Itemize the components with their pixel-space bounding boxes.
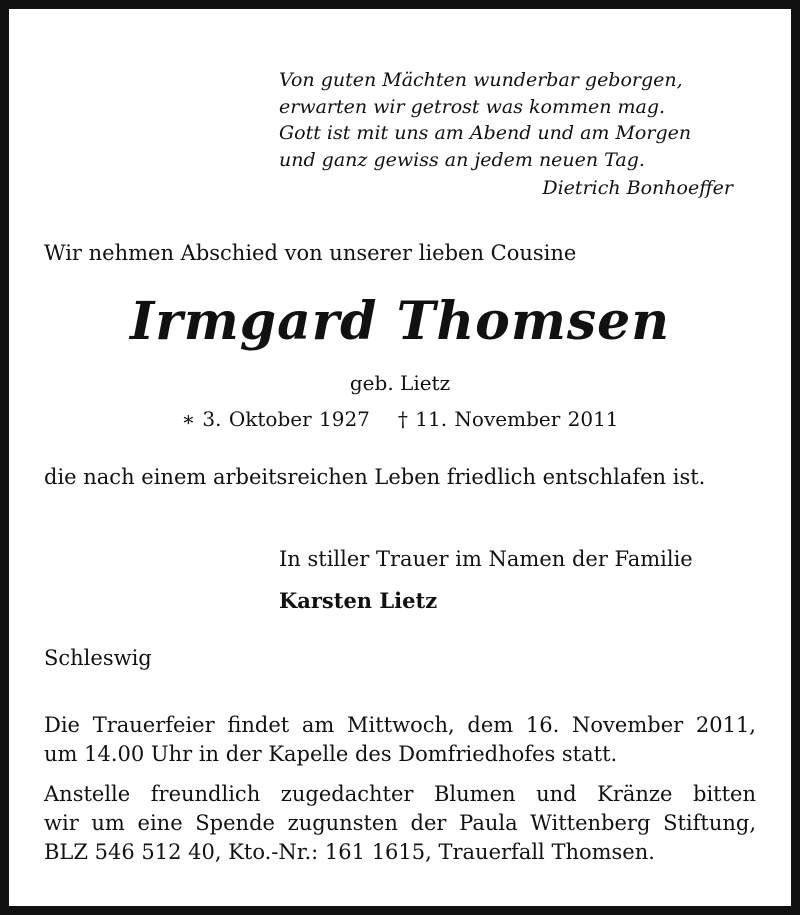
death-statement: die nach einem arbeitsreichen Leben friedlich entschlafen ist. bbox=[44, 465, 706, 489]
funeral-info bbox=[44, 711, 756, 769]
signer-name: Karsten Lietz bbox=[279, 588, 438, 613]
place-name: Schleswig bbox=[44, 646, 152, 670]
death-date: † 11. November 2011 bbox=[397, 407, 619, 431]
poem bbox=[279, 67, 691, 173]
intro-text: Wir nehmen Abschied von unserer lieben Cousine bbox=[44, 241, 577, 265]
funeral-line: um 14.00 Uhr in der Kapelle des Domfriedhofes statt. bbox=[44, 742, 618, 766]
poem-line: Gott ist mit uns am Abend und am Morgen bbox=[279, 122, 692, 144]
poem-line: Von guten Mächten wunderbar geborgen, bbox=[279, 69, 683, 91]
birth-date: ∗ 3. Oktober 1927 bbox=[181, 407, 370, 431]
donation-info bbox=[44, 780, 756, 867]
maiden-name: geb. Lietz bbox=[349, 371, 451, 395]
life-dates bbox=[9, 407, 791, 431]
funeral-line: Die Trauerfeier findet am Mittwoch, dem 16. November 2011, bbox=[44, 713, 756, 737]
mourning-line: In stiller Trauer im Namen der Familie bbox=[279, 547, 693, 571]
poem-line: erwarten wir getrost was kommen mag. bbox=[279, 95, 666, 118]
deceased-name: Irmgard Thomsen bbox=[129, 291, 671, 352]
donation-line: Anstelle freundlich zugedachter Blumen und Kränze bitten bbox=[44, 782, 756, 806]
donation-line: wir um eine Spende zugunsten der Paula Wittenberg Stiftung, bbox=[44, 811, 756, 835]
poem-line: und ganz gewiss an jedem neuen Tag. bbox=[279, 148, 645, 171]
poem-author: Dietrich Bonhoeffer bbox=[542, 177, 733, 199]
donation-line: BLZ 546 512 40, Kto.-Nr.: 161 1615, Trauerfall Thomsen. bbox=[44, 840, 655, 864]
